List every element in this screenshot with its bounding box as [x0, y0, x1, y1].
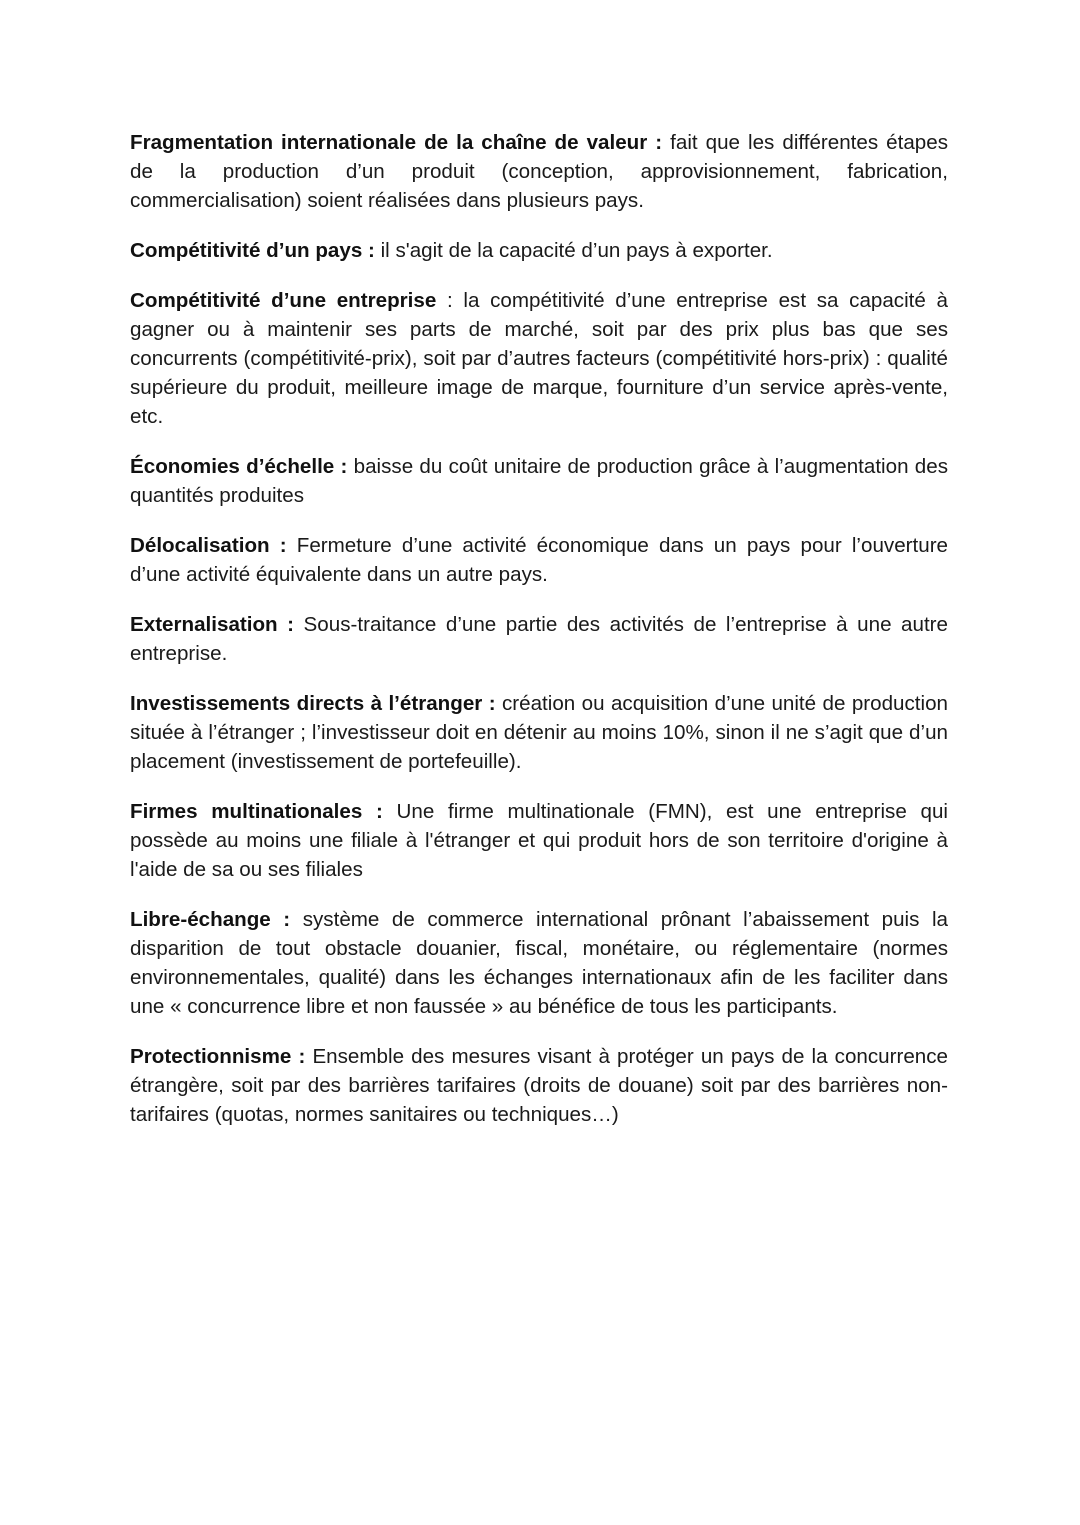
- document-page: [130, 128, 948, 1150]
- definition-text: : la compétitivité d’une entreprise est sa capacité à gagner ou à maintenir ses parts de marché, soit par des prix plus bas que ses concurrents (compétitivité-prix), soit par d’autres facteurs (compétitivité hors-prix) : qualité supérieure du produit, meilleure image de marque, fourniture d’un service après-vente, etc.: [130, 289, 948, 428]
- definition-text: Ensemble des mesures visant à protéger un pays de la concurrence étrangère, soit par des barrières tarifaires (droits de douane) soit par des barrières non-tarifaires (quotas, normes sanitaires ou techniques…): [130, 1045, 948, 1126]
- definition-text: fait que les différentes étapes de la production d’un produit (conception, approvisionnement, fabrication, commercialisation) soient réalisées dans plusieurs pays.: [130, 131, 948, 212]
- definition-term: Libre-échange :: [130, 908, 291, 931]
- definition-term: Compétitivité d’un pays :: [130, 239, 375, 262]
- definition-term: Fragmentation internationale de la chaîne de valeur :: [130, 131, 663, 154]
- definition-fragmentation: [130, 128, 948, 215]
- definition-text: Fermeture d’une activité économique dans un pays pour l’ouverture d’une activité équivalente dans un autre pays.: [130, 534, 949, 586]
- definition-text: baisse du coût unitaire de production grâce à l’augmentation des quantités produites: [130, 455, 948, 507]
- definition-competitivite-pays: [130, 236, 948, 265]
- definition-text: il s'agit de la capacité d’un pays à exporter.: [374, 239, 773, 262]
- definition-term: Compétitivité d’une entreprise: [130, 289, 437, 312]
- definition-term: Investissements directs à l’étranger :: [130, 692, 496, 715]
- definition-firmes-multinationales: [130, 797, 948, 884]
- definition-economies-echelle: [130, 452, 948, 510]
- definition-term: Firmes multinationales :: [130, 800, 383, 823]
- definition-ide: [130, 689, 948, 776]
- definition-text: Sous-traitance d’une partie des activités de l’entreprise à une autre entreprise.: [130, 613, 948, 665]
- definition-term: Externalisation :: [130, 613, 295, 636]
- definition-libre-echange: [130, 905, 948, 1021]
- definition-text: système de commerce international prônant l’abaissement puis la disparition de tout obstacle douanier, fiscal, monétaire, ou réglementaire (normes environnementales, qualité) dans les échanges internationaux afin de les faciliter dans une « concurrence libre et non faussée » au bénéfice de tous les participants.: [130, 908, 948, 1018]
- definition-protectionnisme: [130, 1042, 948, 1129]
- definition-text: Une firme multinationale (FMN), est une entreprise qui possède au moins une filiale à l'étranger et qui produit hors de son territoire d'origine à l'aide de sa ou ses filiales: [130, 800, 948, 881]
- definition-delocalisation: [130, 531, 948, 589]
- definition-text: création ou acquisition d’une unité de production située à l’étranger ; l’investisseur doit en détenir au moins 10%, sinon il ne s’agit que d’un placement (investissement de portefeuille).: [130, 692, 948, 773]
- definition-term: Délocalisation :: [130, 534, 287, 557]
- definition-externalisation: [130, 610, 948, 668]
- definition-competitivite-entreprise: [130, 286, 948, 431]
- definition-term: Économies d’échelle :: [130, 455, 348, 478]
- definition-term: Protectionnisme :: [130, 1045, 306, 1068]
